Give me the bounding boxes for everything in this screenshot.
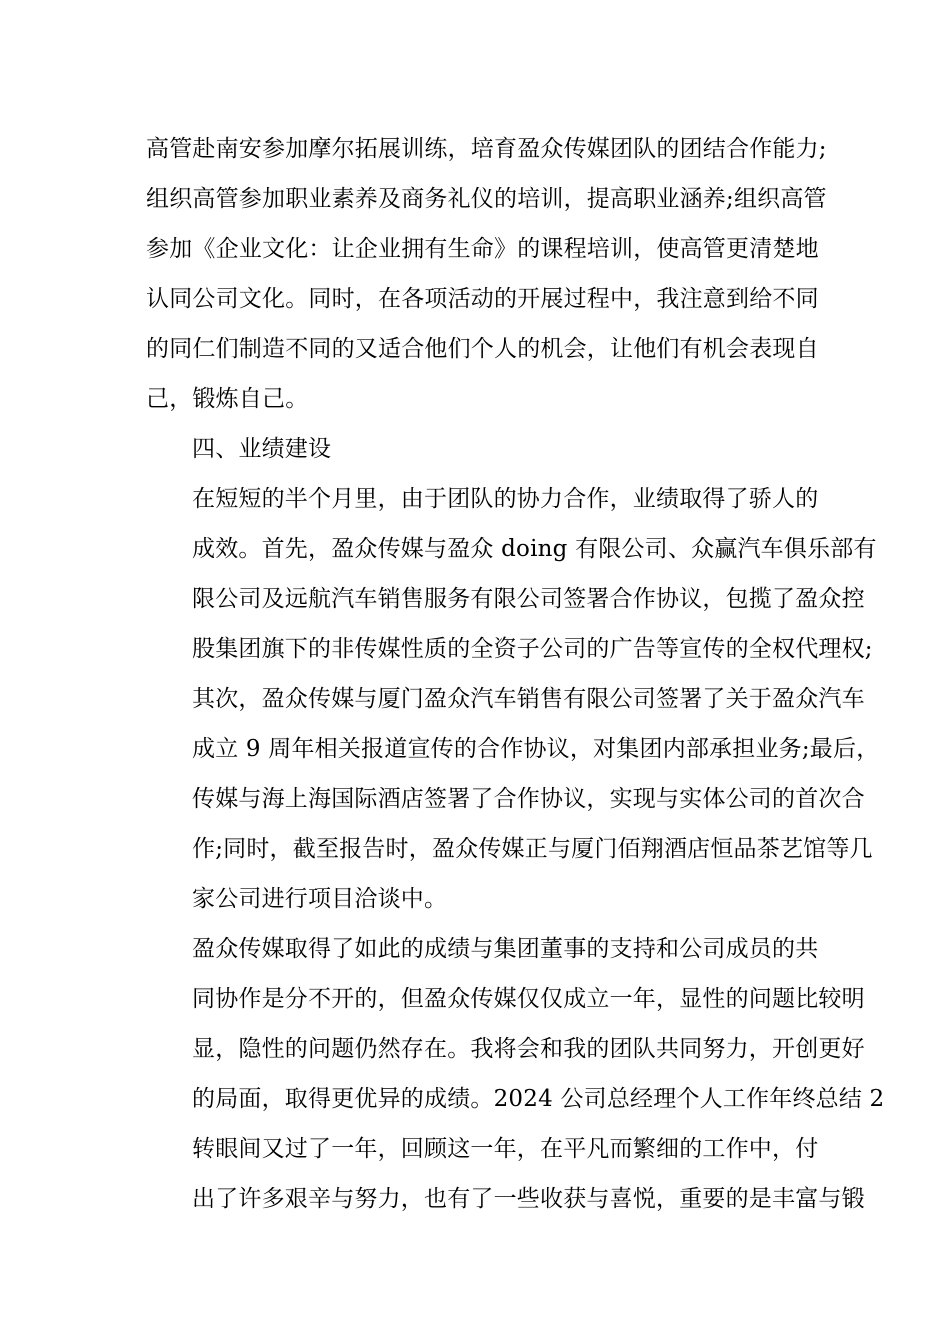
text-line: 的同仁们制造不同的又适合他们个人的机会，让他们有机会表现自 bbox=[146, 336, 819, 362]
document-body bbox=[146, 124, 885, 1224]
text-line: 认同公司文化。同时，在各项活动的开展过程中，我注意到给不同 bbox=[146, 286, 819, 312]
paragraph bbox=[146, 424, 806, 474]
text-line: 家公司进行项目洽谈中。 bbox=[192, 886, 448, 912]
text-line: 高管赴南安参加摩尔拓展训练，培育盈众传媒团队的团结合作能力; bbox=[146, 136, 827, 162]
text-line: 作;同时，截至报告时，盈众传媒正与厦门佰翔酒店恒品茶艺馆等几 bbox=[192, 836, 873, 862]
text-line: 己，锻炼自己。 bbox=[146, 386, 309, 412]
text-line: 成立 9 周年相关报道宣传的合作协议，对集团内部承担业务;最后， bbox=[192, 736, 880, 762]
text-line: 在短短的半个月里，由于团队的协力合作，业绩取得了骄人的 bbox=[192, 486, 819, 512]
paragraph bbox=[146, 124, 827, 424]
text-line: 四、业绩建设 bbox=[192, 436, 332, 462]
text-line: 出了许多艰辛与努力，也有了一些收获与喜悦，重要的是丰富与锻 bbox=[192, 1186, 865, 1212]
text-line: 盈众传媒取得了如此的成绩与集团董事的支持和公司成员的共 bbox=[192, 936, 819, 962]
paragraph bbox=[146, 924, 885, 1124]
text-line: 参加《企业文化：让企业拥有生命》的课程培训，使高管更清楚地 bbox=[146, 236, 819, 262]
text-line: 转眼间又过了一年，回顾这一年，在平凡而繁细的工作中，付 bbox=[192, 1136, 819, 1162]
text-line: 组织高管参加职业素养及商务礼仪的培训，提高职业涵养;组织高管 bbox=[146, 186, 827, 212]
text-line: 同协作是分不开的，但盈众传媒仅仅成立一年，显性的问题比较明 bbox=[192, 986, 865, 1012]
text-line: 成效。首先，盈众传媒与盈众 doing 有限公司、众赢汽车俱乐部有 bbox=[192, 536, 877, 562]
text-line: 的局面，取得更优异的成绩。2024 公司总经理个人工作年终总结 2 bbox=[192, 1086, 885, 1112]
text-line: 传媒与海上海国际酒店签署了合作协议，实现与实体公司的首次合 bbox=[192, 786, 865, 812]
text-line: 限公司及远航汽车销售服务有限公司签署合作协议，包揽了盈众控 bbox=[192, 586, 865, 612]
paragraph bbox=[146, 474, 880, 924]
text-line: 其次，盈众传媒与厦门盈众汽车销售有限公司签署了关于盈众汽车 bbox=[192, 686, 865, 712]
text-line: 股集团旗下的非传媒性质的全资子公司的广告等宣传的全权代理权; bbox=[192, 636, 873, 662]
text-line: 显，隐性的问题仍然存在。我将会和我的团队共同努力，开创更好 bbox=[192, 1036, 865, 1062]
paragraph bbox=[146, 1124, 865, 1224]
